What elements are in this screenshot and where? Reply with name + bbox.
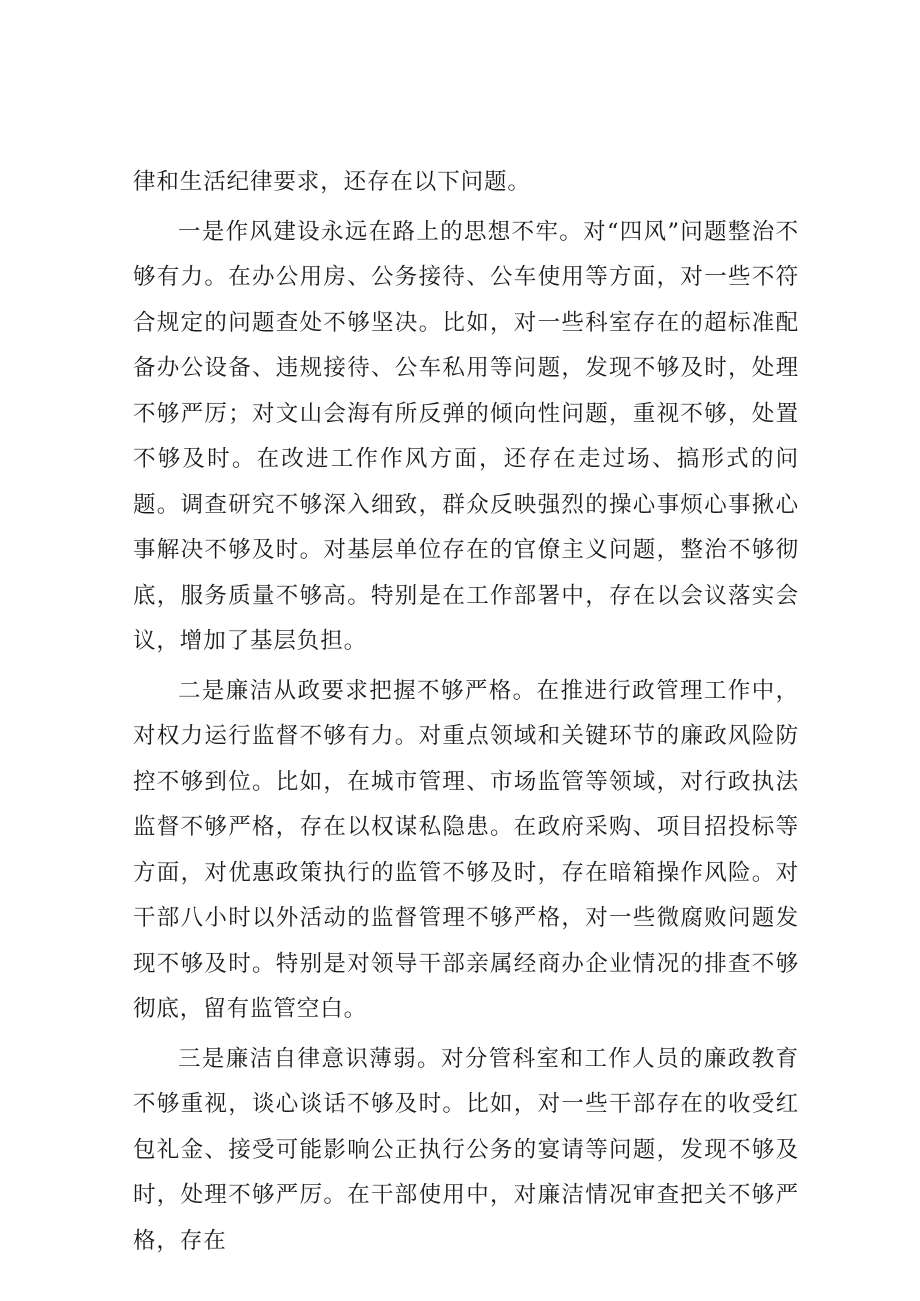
paragraph-self-discipline: 三是廉洁自律意识薄弱。对分管科室和工作人员的廉政教育不够重视，谈心谈话不够及时。比如，对一些干部存在的收受红包礼金、接受可能影响公正执行公务的宴请等问题，发现不够及时，处理不够严厉。在干部使用中，对廉洁情况审查把关不够严格，存在 — [133, 1045, 799, 1254]
paragraph-continuation: 律和生活纪律要求，还存在以下问题。 — [133, 169, 531, 195]
paragraph-work-style: 一是作风建设永远在路上的思想不牢。对“四风”问题整治不够有力。在办公用房、公务接待、公车使用等方面，对一些不符合规定的问题查处不够坚决。比如，对一些科室存在的超标准配备办公设备、违规接待、公车私用等问题，发现不够及时，处理不够严厉；对文山会海有所反弹的倾向性问题，重视不够，处置不够及时。在改进工作作风方面，还存在走过场、搞形式的问题。调查研究不够深入细致，群众反映强烈的操心事烦心事揪心事解决不够及时。对基层单位存在的官僚主义问题，整治不够彻底，服务质量不够高。特别是在工作部署中，存在以会议落实会议，增加了基层负担。 — [133, 218, 799, 654]
paragraph-clean-governance: 二是廉洁从政要求把握不够严格。在推进行政管理工作中，对权力运行监督不够有力。对重点领域和关键环节的廉政风险防控不够到位。比如，在城市管理、市场监管等领域，对行政执法监督不够严格，存在以权谋私隐患。在政府采购、项目招投标等方面，对优惠政策执行的监管不够及时，存在暗箱操作风险。对干部八小时以外活动的监督管理不够严格，对一些微腐败问题发现不够及时。特别是对领导干部亲属经商办企业情况的排查不够彻底，留有监管空白。 — [133, 677, 799, 1022]
document-body — [133, 160, 799, 1264]
